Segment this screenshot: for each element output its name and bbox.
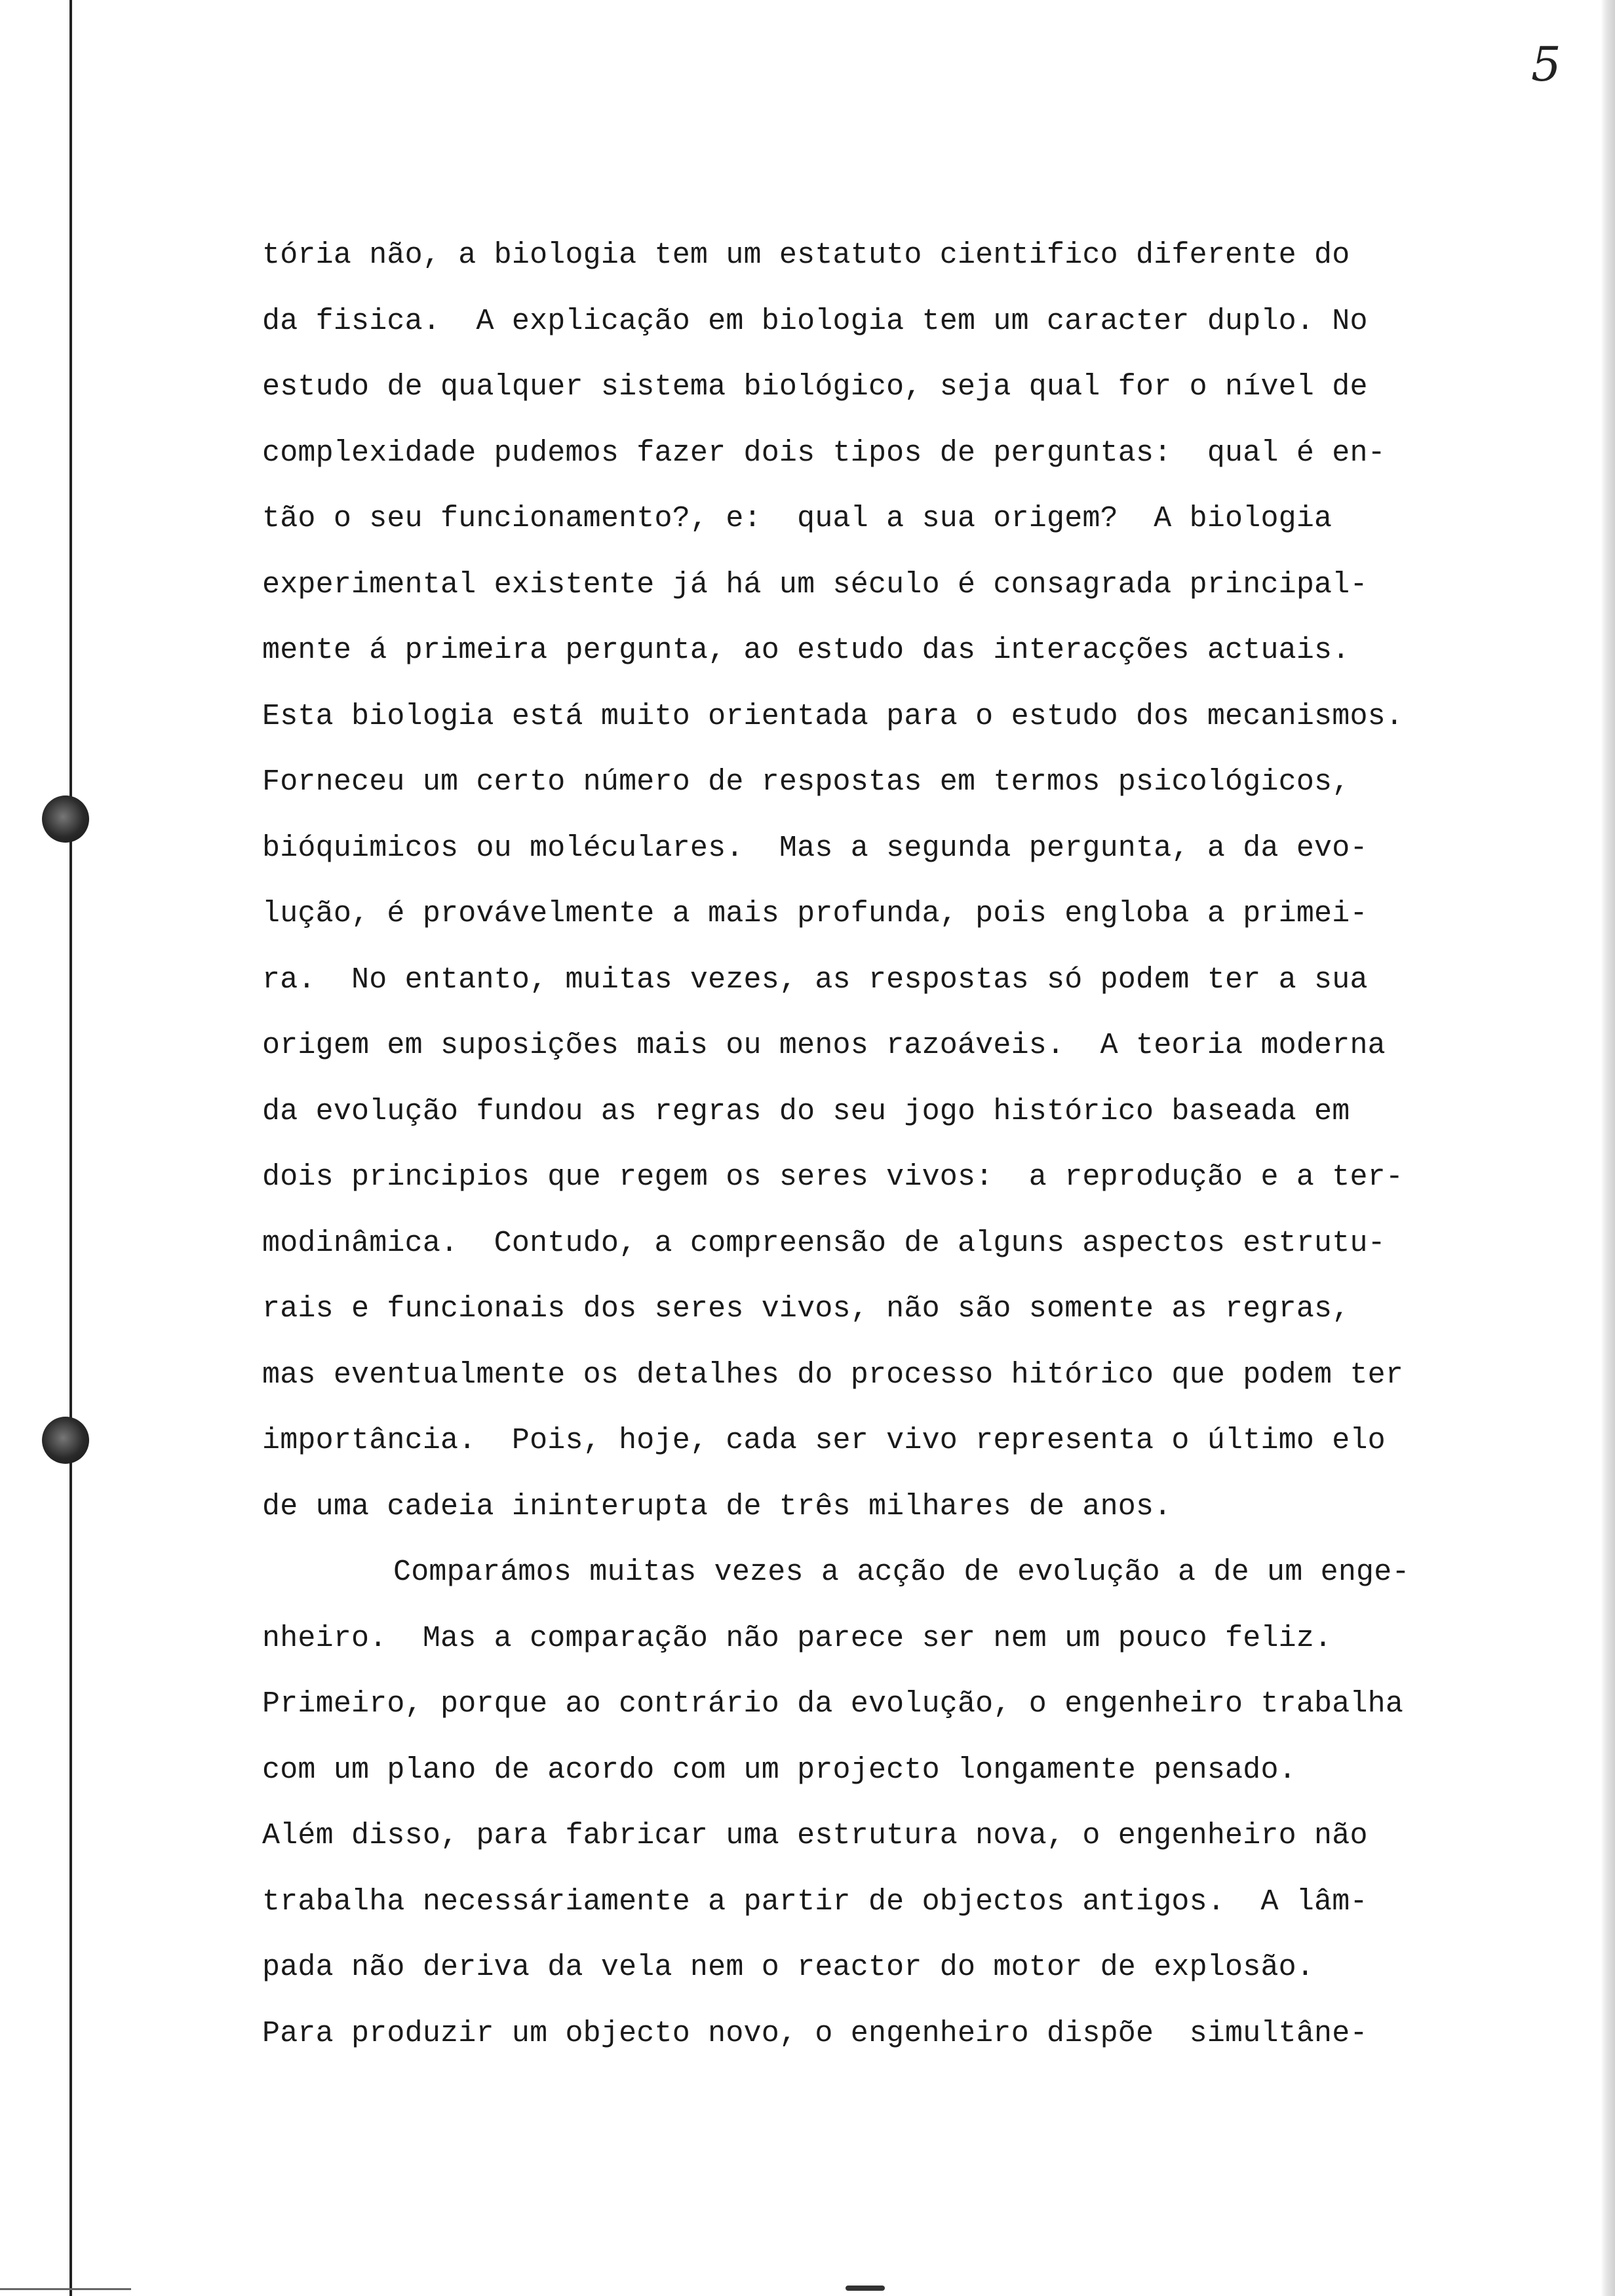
text-line: origem em suposições mais ou menos razoáveis. A teoria moderna (262, 1029, 1386, 1062)
text-line: Esta biologia está muito orientada para o estudo dos mecanismos. (262, 699, 1404, 733)
text-line: nheiro. Mas a comparação não parece ser nem um pouco feliz. (262, 1621, 1333, 1655)
page-number: 5 (1531, 37, 1561, 92)
text-line: tão o seu funcionamento?, e: qual a sua origem? A biologia (262, 502, 1333, 535)
text-line: Primeiro, porque ao contrário da evolução, o engenheiro trabalha (262, 1687, 1404, 1721)
text-line: de uma cadeia ininterupta de três milhares de anos. (262, 1489, 1172, 1523)
text-line: mas eventualmente os detalhes do processo hitórico que podem ter (262, 1358, 1404, 1392)
text-line: Comparámos muitas vezes a acção de evolução a de um enge- (393, 1556, 1410, 1589)
punch-hole-icon (42, 1417, 89, 1464)
body-text (262, 223, 1547, 2067)
text-line: estudo de qualquer sistema biológico, seja qual for o nível de (262, 370, 1368, 404)
text-line: trabalha necessáriamente a partir de objectos antigos. A lâm- (262, 1885, 1368, 1919)
punch-hole-icon (42, 795, 89, 843)
text-line: dois principios que regem os seres vivos: a reprodução e a ter- (262, 1160, 1404, 1194)
paragraph (262, 1540, 1547, 2067)
text-line: da fisica. A explicação em biologia tem um caracter duplo. No (262, 304, 1368, 338)
text-line: rais e funcionais dos seres vivos, não são somente as regras, (262, 1292, 1350, 1326)
text-line: Além disso, para fabricar uma estrutura nova, o engenheiro não (262, 1819, 1368, 1852)
binding-bottom-line (0, 2288, 131, 2290)
text-line: da evolução fundou as regras do seu jogo histórico baseada em (262, 1094, 1350, 1128)
bottom-edge-mark (846, 2286, 885, 2291)
text-line: importância. Pois, hoje, cada ser vivo representa o último elo (262, 1424, 1386, 1457)
text-line: complexidade pudemos fazer dois tipos de perguntas: qual é en- (262, 436, 1386, 470)
text-line: experimental existente já há um século é consagrada principal- (262, 567, 1368, 602)
text-line: pada não deriva da vela nem o reactor do motor de explosão. (262, 1951, 1315, 1984)
text-line: Para produzir um objecto novo, o engenheiro dispõe simultâne- (262, 2016, 1368, 2050)
text-line: Forneceu um certo número de respostas em termos psicológicos, (262, 765, 1350, 799)
text-line: modinâmica. Contudo, a compreensão de alguns aspectos estrutu- (262, 1226, 1386, 1260)
page-right-edge-shadow (1601, 0, 1615, 2296)
text-line: bióquimicos ou moléculares. Mas a segunda pergunta, a da evo- (262, 831, 1368, 865)
text-line: mente á primeira pergunta, ao estudo das interacções actuais. (262, 634, 1350, 667)
text-line: com um plano de acordo com um projecto longamente pensado. (262, 1753, 1296, 1787)
paragraph (262, 223, 1547, 1540)
text-line: lução, é provávelmente a mais profunda, pois engloba a primei- (262, 897, 1368, 930)
text-line: ra. No entanto, muitas vezes, as respostas só podem ter a sua (262, 963, 1368, 997)
text-line: tória não, a biologia tem um estatuto cientifico diferente do (262, 239, 1350, 272)
binding-edge-line (69, 0, 72, 2296)
